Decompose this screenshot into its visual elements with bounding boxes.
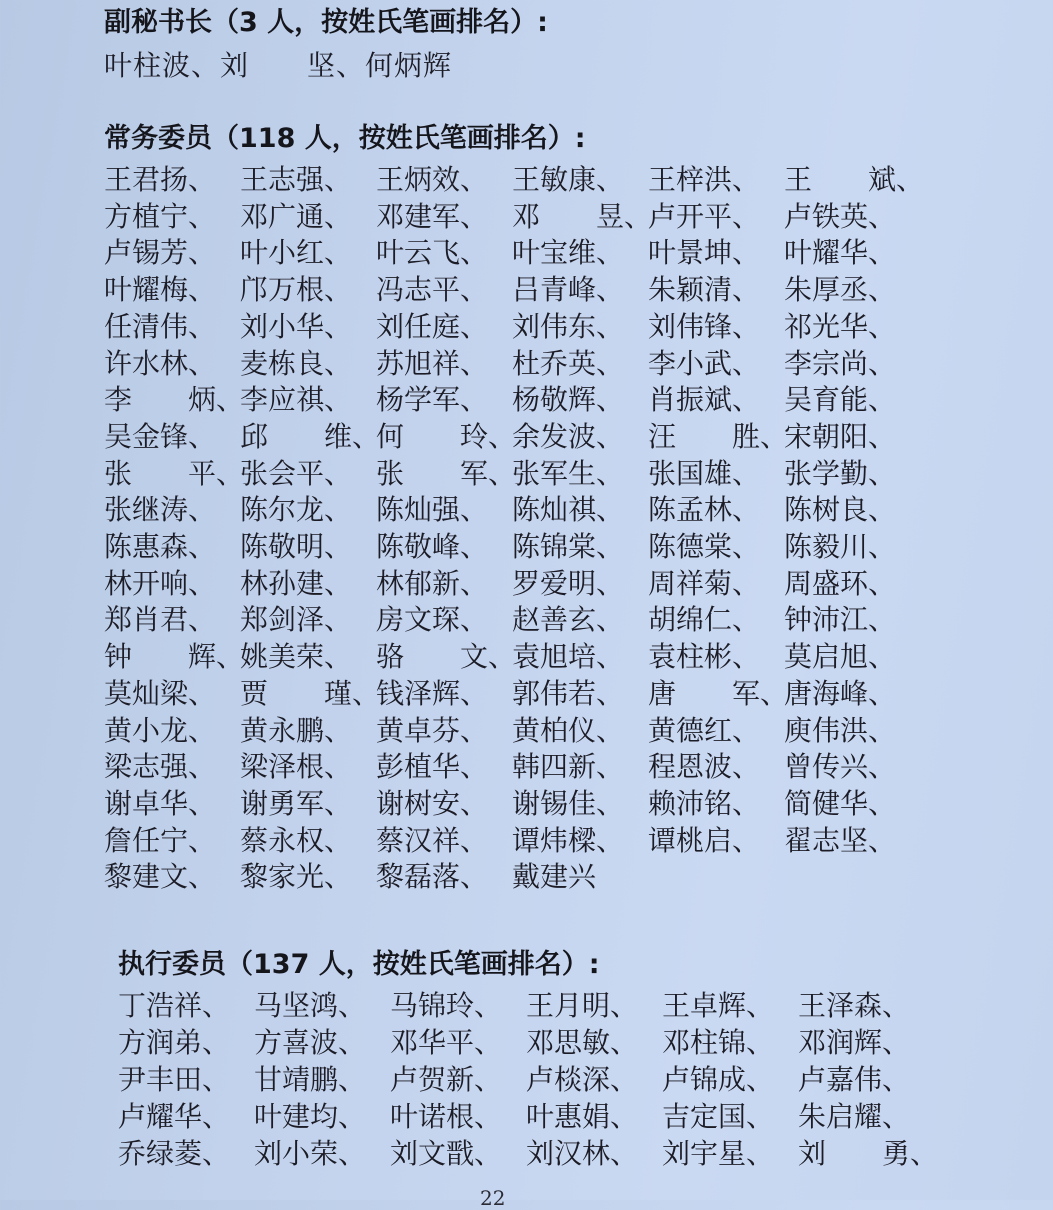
member-name: 汪 胜、 [648, 419, 789, 453]
member-name: 任清伟、 [104, 309, 217, 343]
member-name: 陈敬峰、 [376, 530, 489, 563]
member-name: 李小武、 [648, 346, 761, 380]
member-name: 黎建文、 [104, 860, 217, 894]
member-name: 卢耀华、 [118, 1100, 231, 1133]
member-name: 肖振斌、 [648, 383, 761, 417]
member-name: 李宗尚、 [784, 346, 897, 380]
member-name: 黄永鹏、 [240, 713, 353, 747]
member-name: 刘伟锋、 [648, 309, 761, 343]
member-name: 麦栋良、 [240, 346, 353, 380]
member-name: 陈惠森、 [104, 530, 217, 563]
member-name: 陈毅川、 [784, 530, 897, 563]
member-name: 袁旭培、 [512, 640, 625, 674]
member-name: 谢树安、 [376, 786, 489, 820]
member-name: 叶景坤、 [648, 236, 761, 270]
member-name: 贾 瑾、 [240, 676, 381, 710]
member-name: 袁柱彬、 [648, 640, 761, 674]
member-name: 杨学军、 [376, 383, 489, 417]
member-name: 王梓洪、 [648, 163, 761, 196]
member-name: 黄小龙、 [104, 713, 217, 747]
member-name: 朱厚丞、 [784, 273, 897, 307]
member-name: 翟志坚、 [784, 823, 897, 857]
member-name: 张学勤、 [784, 456, 897, 490]
member-name: 谭炜樑、 [512, 823, 625, 857]
standing-members-heading: 常务委员（118 人，按姓氏笔画排名）: [104, 123, 586, 154]
member-name: 陈敬明、 [240, 530, 353, 563]
member-name: 吴育能、 [784, 383, 897, 417]
member-name: 祁光华、 [784, 309, 897, 343]
member-name: 陈灿强、 [376, 493, 489, 527]
member-name: 钟 辉、 [104, 640, 245, 674]
member-name: 马坚鸿、 [254, 989, 367, 1022]
member-name: 卢开平、 [648, 199, 761, 233]
member-name: 张国雄、 [648, 456, 761, 490]
executive-members-heading: 执行委员（137 人，按姓氏笔画排名）: [118, 949, 600, 980]
member-name: 卢铁英、 [784, 199, 897, 233]
member-name: 王志强、 [240, 163, 353, 196]
member-name: 甘靖鹏、 [254, 1063, 367, 1096]
member-name: 宋朝阳、 [784, 419, 897, 453]
member-name: 刘汉林、 [526, 1137, 639, 1170]
member-name: 詹任宁、 [104, 823, 217, 857]
member-name: 刘 勇、 [798, 1137, 939, 1170]
member-name: 林开响、 [104, 566, 217, 600]
member-name: 刘文戬、 [390, 1137, 503, 1170]
member-name: 彭植华、 [376, 750, 489, 784]
member-name: 叶耀华、 [784, 236, 897, 270]
member-name: 林郁新、 [376, 566, 489, 600]
member-name: 赖沛铭、 [648, 786, 761, 820]
member-name: 蔡汉祥、 [376, 823, 489, 857]
deputy-secretary-names: 叶柱波、刘 坚、何炳辉 [104, 49, 453, 82]
member-name: 叶耀梅、 [104, 273, 217, 307]
member-name: 丁浩祥、 [118, 989, 231, 1022]
member-name: 余发波、 [512, 419, 625, 453]
member-name: 钱泽辉、 [376, 676, 489, 710]
member-name: 谢锡佳、 [512, 786, 625, 820]
member-name: 卢锦成、 [662, 1063, 775, 1096]
member-name: 吕青峰、 [512, 273, 625, 307]
member-name: 陈尔龙、 [240, 493, 353, 527]
member-name: 张 军、 [376, 456, 517, 490]
member-name: 李应祺、 [240, 383, 353, 417]
member-name: 庾伟洪、 [784, 713, 897, 747]
member-name: 卢棪深、 [526, 1063, 639, 1096]
member-name: 程恩波、 [648, 750, 761, 784]
member-name: 许水林、 [104, 346, 217, 380]
member-name: 陈德棠、 [648, 530, 761, 563]
member-name: 杜乔英、 [512, 346, 625, 380]
member-name: 张会平、 [240, 456, 353, 490]
member-name: 苏旭祥、 [376, 346, 489, 380]
member-name: 王泽森、 [798, 989, 911, 1022]
member-name: 谭桃启、 [648, 823, 761, 857]
member-name: 黎家光、 [240, 860, 353, 894]
member-name: 邓思敏、 [526, 1026, 639, 1059]
member-name: 方润弟、 [118, 1026, 231, 1059]
member-name: 梁泽根、 [240, 750, 353, 784]
member-name: 朱颖清、 [648, 273, 761, 307]
member-name: 骆 文、 [376, 640, 517, 674]
member-name: 唐海峰、 [784, 676, 897, 710]
member-name: 莫灿梁、 [104, 676, 217, 710]
member-name: 吴金锋、 [104, 419, 217, 453]
member-name: 卢嘉伟、 [798, 1063, 911, 1096]
member-name: 叶诺根、 [390, 1100, 503, 1133]
page-number: 22 [480, 1186, 506, 1210]
member-name: 陈灿祺、 [512, 493, 625, 527]
member-name: 黄柏仪、 [512, 713, 625, 747]
member-name: 谢卓华、 [104, 786, 217, 820]
member-name: 叶宝维、 [512, 236, 625, 270]
member-name: 胡绵仁、 [648, 603, 761, 637]
member-name: 刘任庭、 [376, 309, 489, 343]
member-name: 王君扬、 [104, 163, 217, 196]
member-name: 刘伟东、 [512, 309, 625, 343]
member-name: 赵善玄、 [512, 603, 625, 637]
member-name: 刘小华、 [240, 309, 353, 343]
member-name: 方植宁、 [104, 199, 217, 233]
member-name: 邓广通、 [240, 199, 353, 233]
member-name: 邓柱锦、 [662, 1026, 775, 1059]
member-name: 王卓辉、 [662, 989, 775, 1022]
deputy-secretary-heading: 副秘书长（3 人，按姓氏笔画排名）: [104, 7, 548, 38]
member-name: 冯志平、 [376, 273, 489, 307]
member-name: 马锦玲、 [390, 989, 503, 1022]
member-name: 王敏康、 [512, 163, 625, 196]
member-name: 姚美荣、 [240, 640, 353, 674]
member-name: 刘小荣、 [254, 1137, 367, 1170]
member-name: 黄卓芬、 [376, 713, 489, 747]
member-name: 李 炳、 [104, 383, 245, 417]
member-name: 简健华、 [784, 786, 897, 820]
member-name: 邱 维、 [240, 419, 381, 453]
member-name: 叶小红、 [240, 236, 353, 270]
member-name: 王炳效、 [376, 163, 489, 196]
member-name: 黄德红、 [648, 713, 761, 747]
member-name: 刘宇星、 [662, 1137, 775, 1170]
member-name: 朱启耀、 [798, 1100, 911, 1133]
member-name: 何 玲、 [376, 419, 517, 453]
member-name: 杨敬辉、 [512, 383, 625, 417]
member-name: 陈孟林、 [648, 493, 761, 527]
member-name: 莫启旭、 [784, 640, 897, 674]
member-name: 周盛环、 [784, 566, 897, 600]
member-name: 黎磊落、 [376, 860, 489, 894]
member-name: 邓华平、 [390, 1026, 503, 1059]
member-name: 张军生、 [512, 456, 625, 490]
member-name: 方喜波、 [254, 1026, 367, 1059]
member-name: 张继涛、 [104, 493, 217, 527]
member-name: 罗爱明、 [512, 566, 625, 600]
member-name: 蔡永权、 [240, 823, 353, 857]
member-name: 陈锦棠、 [512, 530, 625, 563]
member-name: 曾传兴、 [784, 750, 897, 784]
member-name: 卢锡芳、 [104, 236, 217, 270]
member-name: 钟沛江、 [784, 603, 897, 637]
member-name: 郑肖君、 [104, 603, 217, 637]
member-name: 张 平、 [104, 456, 245, 490]
member-name: 林孙建、 [240, 566, 353, 600]
member-name: 邓 昱、 [512, 199, 653, 233]
member-name: 戴建兴 [512, 860, 597, 894]
member-name: 王 斌、 [784, 163, 925, 196]
member-name: 叶惠娟、 [526, 1100, 639, 1133]
member-name: 谢勇军、 [240, 786, 353, 820]
member-name: 陈树良、 [784, 493, 897, 527]
member-name: 吉定国、 [662, 1100, 775, 1133]
member-name: 梁志强、 [104, 750, 217, 784]
member-name: 王月明、 [526, 989, 639, 1022]
member-name: 叶云飞、 [376, 236, 489, 270]
member-name: 韩四新、 [512, 750, 625, 784]
member-name: 房文琛、 [376, 603, 489, 637]
member-name: 邝万根、 [240, 273, 353, 307]
member-name: 尹丰田、 [118, 1063, 231, 1096]
member-name: 郭伟若、 [512, 676, 625, 710]
member-name: 周祥菊、 [648, 566, 761, 600]
member-name: 郑剑泽、 [240, 603, 353, 637]
member-name: 邓润辉、 [798, 1026, 911, 1059]
member-name: 邓建军、 [376, 199, 489, 233]
member-name: 乔绿菱、 [118, 1137, 231, 1170]
member-name: 叶建均、 [254, 1100, 367, 1133]
member-name: 卢贺新、 [390, 1063, 503, 1096]
member-name: 唐 军、 [648, 676, 789, 710]
